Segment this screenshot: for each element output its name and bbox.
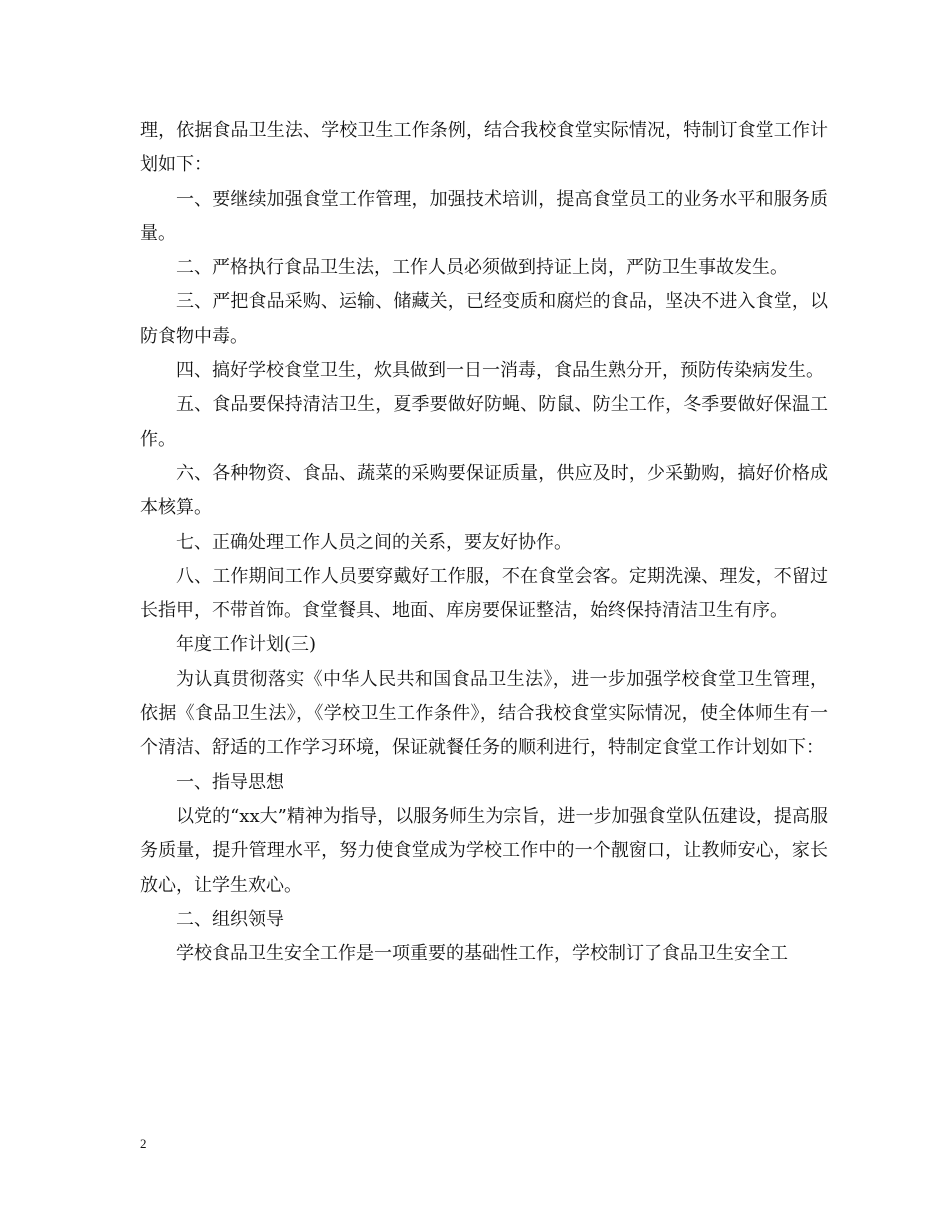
section-heading-plan-3: 年度工作计划(三)	[176, 634, 317, 656]
paragraph-item-2: 二、严格执行食品卫生法，工作人员必须做到持证上岗，严防卫生事故发生。	[176, 257, 788, 279]
paragraph-item-4: 四、搞好学校食堂卫生，炊具做到一日一消毒，食品生熟分开，预防传染病发生。	[176, 360, 824, 382]
paragraph-item-1: 一、要继续加强食堂工作管理，加强技术培训，提高食堂员工的业务水平和服务质量。	[140, 188, 828, 244]
paragraph-organization-leadership: 学校食品卫生安全工作是一项重要的基础性工作，学校制订了食品卫生安全工	[176, 943, 788, 965]
paragraph-guiding-ideology: 以党的“xx大”精神为指导，以服务师生为宗旨，进一步加强食堂队伍建设，提高服务质量，提升管理水平，努力使食堂成为学校工作中的一个靓窗口，让教师安心，家长放心，让学生欢心。	[140, 805, 828, 896]
subheading-organization-leadership: 二、组织领导	[176, 908, 284, 930]
paragraph-intro-continued: 理，依据食品卫生法、学校卫生工作条例，结合我校食堂实际情况，特制订食堂工作计划如下：	[140, 120, 828, 176]
subheading-guiding-ideology: 一、指导思想	[176, 771, 284, 793]
page-number: 2	[140, 1136, 147, 1151]
paragraph-item-8: 八、工作期间工作人员要穿戴好工作服，不在食堂会客。定期洗澡、理发，不留过长指甲，不带首饰。食堂餐具、地面、库房要保证整洁，始终保持清洁卫生有序。	[140, 565, 828, 622]
body-text	[140, 114, 828, 971]
paragraph-item-3: 三、严把食品采购、运输、储藏关，已经变质和腐烂的食品，坚决不进入食堂，以防食物中毒。	[140, 291, 828, 347]
paragraph-plan-3-intro: 为认真贯彻落实《中华人民共和国食品卫生法》，进一步加强学校食堂卫生管理，依据《食品卫生法》，《学校卫生工作条件》，结合我校食堂实际情况，使全体师生有一个清洁、舒适的工作学习环境，保证就餐任务的顺利进行，特制定食堂工作计划如下：	[140, 668, 828, 759]
paragraph-item-7: 七、正确处理工作人员之间的关系，要友好协作。	[176, 531, 572, 553]
paragraph-item-6: 六、各种物资、食品、蔬菜的采购要保证质量，供应及时，少采勤购，搞好价格成本核算。	[140, 462, 828, 519]
paragraph-item-5: 五、食品要保持清洁卫生，夏季要做好防蝇、防鼠、防尘工作，冬季要做好保温工作。	[140, 394, 828, 450]
